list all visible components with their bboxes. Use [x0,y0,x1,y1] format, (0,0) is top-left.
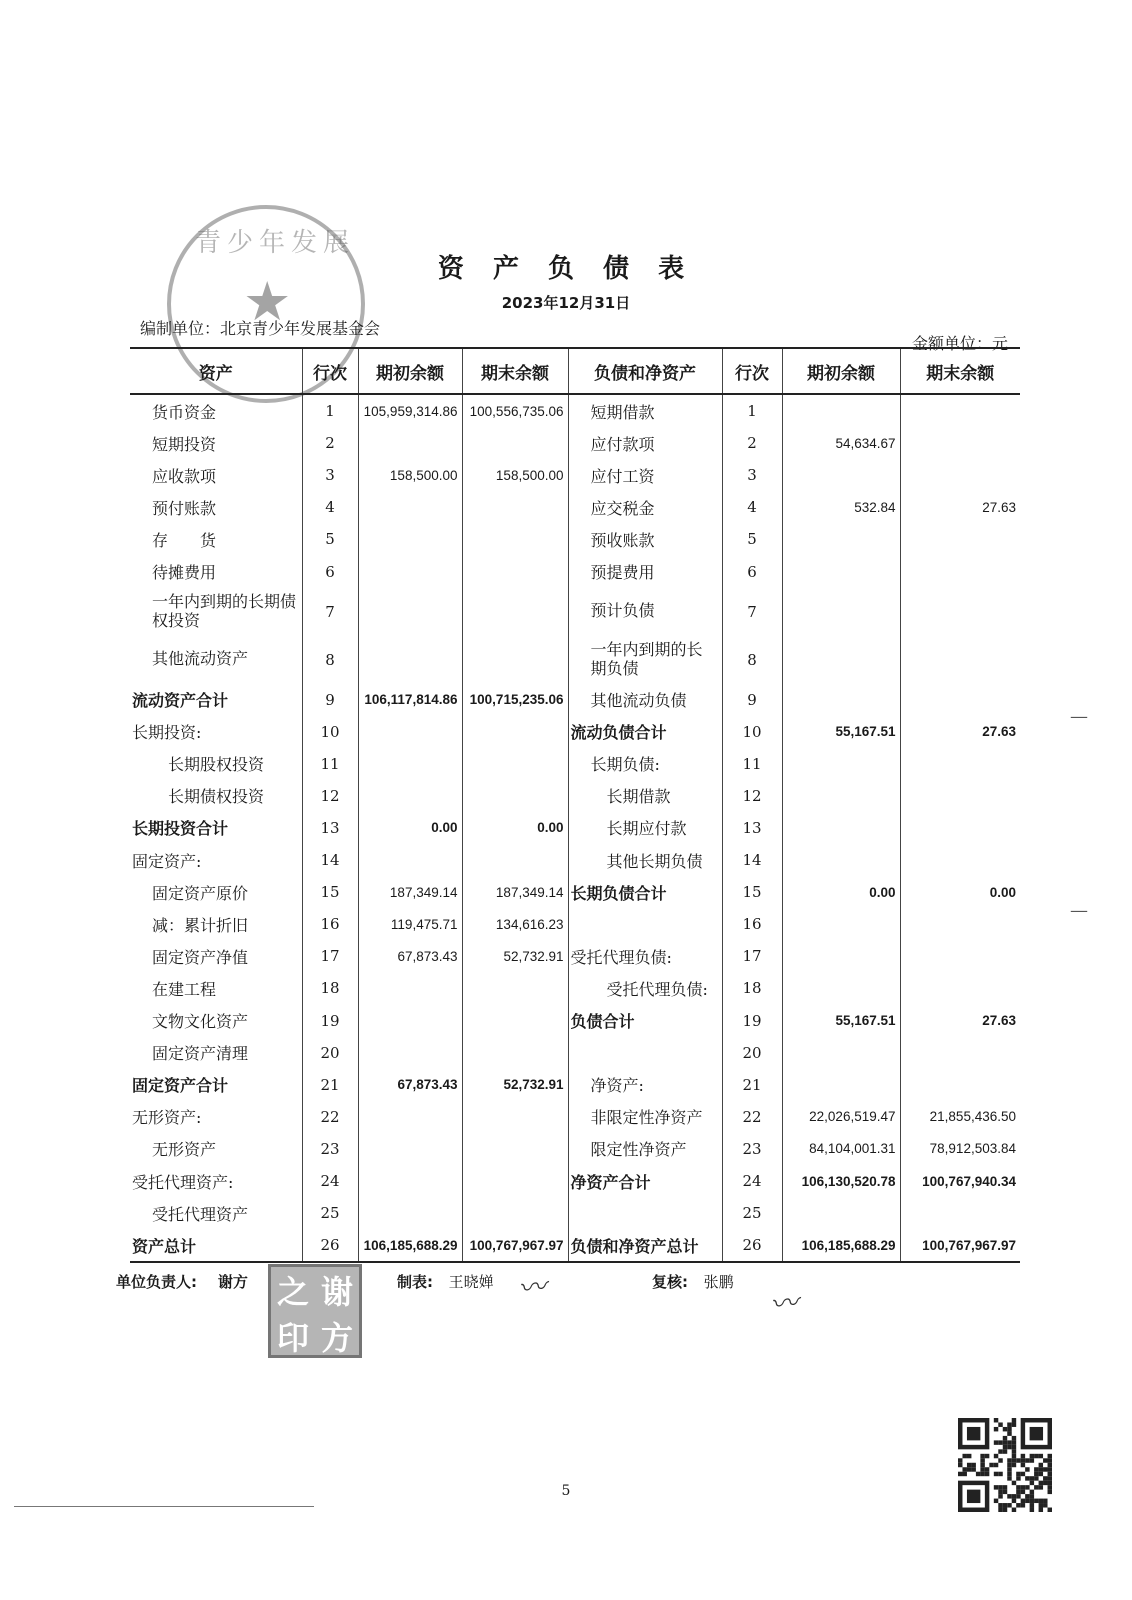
table-row [130,748,1020,780]
table-header-row [130,348,1020,394]
liability-opening [782,844,900,876]
asset-opening [358,780,462,812]
asset-opening [358,1133,462,1165]
footer-rule [14,1506,314,1507]
table-row [130,1005,1020,1037]
liability-opening: 55,167.51 [782,716,900,748]
asset-name: 应收款项 [152,466,217,486]
asset-name: 无形资产: [132,1108,202,1128]
liability-line: 26 [722,1229,782,1262]
liability-closing: 0.00 [900,876,1020,908]
header-line-2: 行次 [722,348,782,394]
round-seal-lettering: 青少年发展 [195,228,356,258]
liability-closing [900,940,1020,972]
asset-closing [462,972,568,1004]
footer-head-label: 单位负责人: [116,1273,197,1291]
liability-name: 短期借款 [568,394,722,427]
asset-name: 固定资产合计 [132,1076,229,1096]
footer-rev-name: 张鹏 [703,1273,734,1291]
liability-opening [782,972,900,1004]
header-opening: 期初余额 [358,348,462,394]
asset-name: 存 货 [152,530,217,550]
liability-name: 其他长期负债 [568,844,722,876]
asset-line: 19 [302,1005,358,1037]
asset-name: 固定资产清理 [152,1044,249,1064]
asset-name: 固定资产: [132,851,202,871]
liability-line: 23 [722,1133,782,1165]
asset-line: 18 [302,972,358,1004]
liability-name: 长期应付款 [568,812,722,844]
liability-name: 负债合计 [568,1005,722,1037]
liability-name: 流动负债合计 [568,716,722,748]
liability-closing [900,812,1020,844]
liability-closing: 27.63 [900,491,1020,523]
liability-opening: 54,634.67 [782,427,900,459]
asset-name: 长期投资: [132,723,202,743]
liability-opening [782,1197,900,1229]
liability-closing [900,1069,1020,1101]
liability-name: 净资产: [568,1069,722,1101]
footer-prep-name: 王晓婵 [448,1273,494,1291]
asset-closing [462,1005,568,1037]
asset-name: 受托代理资产: [132,1172,234,1192]
footer-prep-label: 制表: [397,1273,433,1291]
footer-head [116,1271,248,1292]
liability-line: 9 [722,684,782,716]
asset-opening: 187,349.14 [358,876,462,908]
asset-name: 资产总计 [130,1229,302,1262]
asset-closing: 0.00 [462,812,568,844]
liability-closing [900,1197,1020,1229]
table-body [130,394,1020,1262]
liability-line: 19 [722,1005,782,1037]
header-line: 行次 [302,348,358,394]
header-liabilities: 负债和净资产 [568,348,722,394]
liability-name: 长期负债: [568,748,722,780]
asset-name: 受托代理资产 [152,1204,249,1224]
asset-closing [462,716,568,748]
liability-closing: 100,767,967.97 [900,1229,1020,1262]
liability-name: 净资产合计 [568,1165,722,1197]
liability-line: 7 [722,588,782,636]
liability-opening [782,812,900,844]
liability-opening [782,636,900,684]
table-row [130,555,1020,587]
asset-line: 23 [302,1133,358,1165]
asset-line: 4 [302,491,358,523]
table-row [130,812,1020,844]
asset-line: 13 [302,812,358,844]
footer-rev-label: 复核: [652,1273,688,1291]
liability-closing [900,844,1020,876]
table-row [130,394,1020,427]
liability-opening: 106,185,688.29 [782,1229,900,1262]
asset-line: 6 [302,555,358,587]
liability-closing [900,427,1020,459]
liability-name: 负债和净资产总计 [568,1229,722,1262]
table-row [130,459,1020,491]
asset-line: 20 [302,1037,358,1069]
liability-line: 18 [722,972,782,1004]
table-row [130,427,1020,459]
liability-closing [900,636,1020,684]
liability-closing [900,972,1020,1004]
liability-line: 20 [722,1037,782,1069]
liability-opening: 532.84 [782,491,900,523]
asset-name: 其他流动资产 [152,649,249,669]
asset-opening: 106,117,814.86 [358,684,462,716]
liability-opening [782,1069,900,1101]
liability-opening [782,555,900,587]
asset-line: 12 [302,780,358,812]
asset-name: 无形资产 [152,1140,217,1160]
asset-line: 9 [302,684,358,716]
org-label: 编制单位：北京青少年发展基金会 [140,319,381,338]
asset-closing [462,427,568,459]
liability-opening: 22,026,519.47 [782,1101,900,1133]
asset-opening [358,636,462,684]
asset-opening [358,1165,462,1197]
liability-name: 预计负债 [568,588,722,636]
liability-name: 其他流动负债 [568,684,722,716]
asset-name: 流动资产合计 [132,691,229,711]
page-number: 5 [561,1483,571,1499]
asset-opening [358,716,462,748]
liability-opening [782,940,900,972]
asset-line: 7 [302,588,358,636]
liability-name: 长期负债合计 [568,876,722,908]
asset-opening: 67,873.43 [358,940,462,972]
liability-closing [900,523,1020,555]
asset-opening [358,1197,462,1229]
table-row [130,1069,1020,1101]
table-row [130,1101,1020,1133]
asset-name: 长期债权投资 [168,787,265,807]
header-asset: 资产 [130,348,302,394]
liability-name: 受托代理负债: [568,972,722,1004]
asset-name: 待摊费用 [152,563,217,583]
asset-line: 16 [302,908,358,940]
asset-name: 预付账款 [152,498,217,518]
table-row [130,1133,1020,1165]
liability-line: 24 [722,1165,782,1197]
liability-name: 预提费用 [568,555,722,587]
asset-closing [462,523,568,555]
liability-line: 13 [722,812,782,844]
asset-name: 短期投资 [152,434,217,454]
liability-line: 1 [722,394,782,427]
asset-opening: 106,185,688.29 [358,1229,462,1262]
liability-line: 25 [722,1197,782,1229]
asset-closing: 52,732.91 [462,1069,568,1101]
liability-line: 2 [722,427,782,459]
asset-line: 3 [302,459,358,491]
liability-closing: 21,855,436.50 [900,1101,1020,1133]
asset-line: 25 [302,1197,358,1229]
liability-line: 11 [722,748,782,780]
liability-opening [782,908,900,940]
asset-closing [462,844,568,876]
liability-opening: 55,167.51 [782,1005,900,1037]
table-row [130,1229,1020,1262]
asset-closing [462,1165,568,1197]
asset-opening: 158,500.00 [358,459,462,491]
asset-name: 一年内到期的长期债权投资 [152,592,297,630]
liability-opening [782,780,900,812]
asset-closing: 100,715,235.06 [462,684,568,716]
preparer-signature: 〰 [516,1269,548,1306]
liability-closing: 27.63 [900,1005,1020,1037]
footer-head-name: 谢方 [217,1273,248,1291]
asset-name: 长期股权投资 [168,755,265,775]
asset-line: 1 [302,394,358,427]
liability-opening [782,459,900,491]
asset-closing: 100,556,735.06 [462,394,568,427]
liability-name: 受托代理负债: [568,940,722,972]
liability-line: 14 [722,844,782,876]
liability-opening: 106,130,520.78 [782,1165,900,1197]
liability-line: 8 [722,636,782,684]
table-row [130,876,1020,908]
table-row [130,636,1020,684]
asset-closing [462,1197,568,1229]
balance-sheet-table [130,347,1020,1263]
liability-line: 12 [722,780,782,812]
asset-closing [462,1037,568,1069]
asset-line: 15 [302,876,358,908]
liability-opening: 84,104,001.31 [782,1133,900,1165]
asset-line: 14 [302,844,358,876]
liability-closing [900,748,1020,780]
asset-opening: 67,873.43 [358,1069,462,1101]
table-row [130,940,1020,972]
liability-name: 非限定性净资产 [568,1101,722,1133]
asset-name: 长期投资合计 [132,819,229,839]
liability-closing [900,908,1020,940]
table-row [130,588,1020,636]
asset-line: 10 [302,716,358,748]
liability-opening [782,748,900,780]
table-row [130,1037,1020,1069]
footer-reviewer [652,1271,734,1292]
liability-closing [900,588,1020,636]
asset-line: 2 [302,427,358,459]
asset-opening [358,972,462,1004]
liability-name: 应付工资 [568,459,722,491]
footer-preparer [397,1271,494,1292]
page-title: 资 产 负 债 表 [437,254,695,284]
asset-closing [462,1101,568,1133]
liability-name: 应交税金 [568,491,722,523]
asset-opening: 119,475.71 [358,908,462,940]
liability-name: 长期借款 [568,780,722,812]
asset-closing [462,555,568,587]
reviewer-signature: 〰 [768,1285,800,1322]
table-row [130,972,1020,1004]
liability-closing: 78,912,503.84 [900,1133,1020,1165]
asset-line: 21 [302,1069,358,1101]
liability-line: 10 [722,716,782,748]
table-row [130,716,1020,748]
liability-name [568,1037,722,1069]
liability-opening [782,684,900,716]
table-row [130,684,1020,716]
asset-line: 24 [302,1165,358,1197]
asset-name: 货币资金 [152,402,217,422]
header-closing: 期末余额 [462,348,568,394]
liability-closing [900,459,1020,491]
personal-square-seal: 之 谢 印 方 [268,1264,362,1358]
table-row [130,1197,1020,1229]
asset-name: 减：累计折旧 [152,915,249,935]
liability-name: 一年内到期的长期负债 [568,636,722,684]
liability-line: 4 [722,491,782,523]
asset-opening [358,1101,462,1133]
asset-opening [358,1037,462,1069]
table-row [130,491,1020,523]
asset-name: 文物文化资产 [152,1012,249,1032]
liability-line: 6 [722,555,782,587]
liability-name: 预收账款 [568,523,722,555]
header-opening-2: 期初余额 [782,348,900,394]
asset-closing [462,588,568,636]
asset-line: 8 [302,636,358,684]
asset-line: 17 [302,940,358,972]
asset-name: 固定资产原价 [152,883,249,903]
header-closing-2: 期末余额 [900,348,1020,394]
liability-line: 17 [722,940,782,972]
liability-line: 3 [722,459,782,491]
liability-closing [900,394,1020,427]
asset-closing [462,1133,568,1165]
liability-name [568,908,722,940]
liability-name: 应付款项 [568,427,722,459]
liability-name: 限定性净资产 [568,1133,722,1165]
asset-opening: 0.00 [358,812,462,844]
asset-line: 26 [302,1229,358,1262]
asset-opening [358,427,462,459]
liability-closing [900,1037,1020,1069]
edge-mark: — [1070,706,1088,727]
edge-mark: — [1070,900,1088,921]
asset-closing [462,491,568,523]
asset-line: 11 [302,748,358,780]
asset-opening [358,588,462,636]
asset-opening [358,555,462,587]
asset-closing: 52,732.91 [462,940,568,972]
liability-opening [782,1037,900,1069]
table-row [130,780,1020,812]
asset-closing: 134,616.23 [462,908,568,940]
liability-line: 21 [722,1069,782,1101]
unit-label: 金额单位：元 [912,334,1009,353]
table-row [130,844,1020,876]
liability-closing [900,684,1020,716]
asset-closing [462,636,568,684]
asset-opening [358,491,462,523]
asset-name: 在建工程 [152,979,217,999]
liability-opening: 0.00 [782,876,900,908]
liability-line: 16 [722,908,782,940]
asset-opening: 105,959,314.86 [358,394,462,427]
liability-line: 22 [722,1101,782,1133]
asset-line: 5 [302,523,358,555]
asset-closing [462,780,568,812]
asset-closing [462,748,568,780]
liability-line: 5 [722,523,782,555]
table-row [130,523,1020,555]
liability-opening [782,588,900,636]
table-row [130,1165,1020,1197]
liability-line: 15 [722,876,782,908]
asset-opening [358,1005,462,1037]
liability-closing [900,555,1020,587]
asset-closing: 158,500.00 [462,459,568,491]
liability-closing: 27.63 [900,716,1020,748]
liability-closing: 100,767,940.34 [900,1165,1020,1197]
table-row [130,908,1020,940]
liability-opening [782,394,900,427]
asset-closing: 187,349.14 [462,876,568,908]
asset-name: 固定资产净值 [152,947,249,967]
liability-name [568,1197,722,1229]
asset-opening [358,748,462,780]
liability-closing [900,780,1020,812]
report-date: 2023年12月31日 [501,294,631,312]
asset-line: 22 [302,1101,358,1133]
asset-opening [358,523,462,555]
liability-opening [782,523,900,555]
asset-opening [358,844,462,876]
star-icon: ★ [243,270,292,333]
asset-closing: 100,767,967.97 [462,1229,568,1262]
